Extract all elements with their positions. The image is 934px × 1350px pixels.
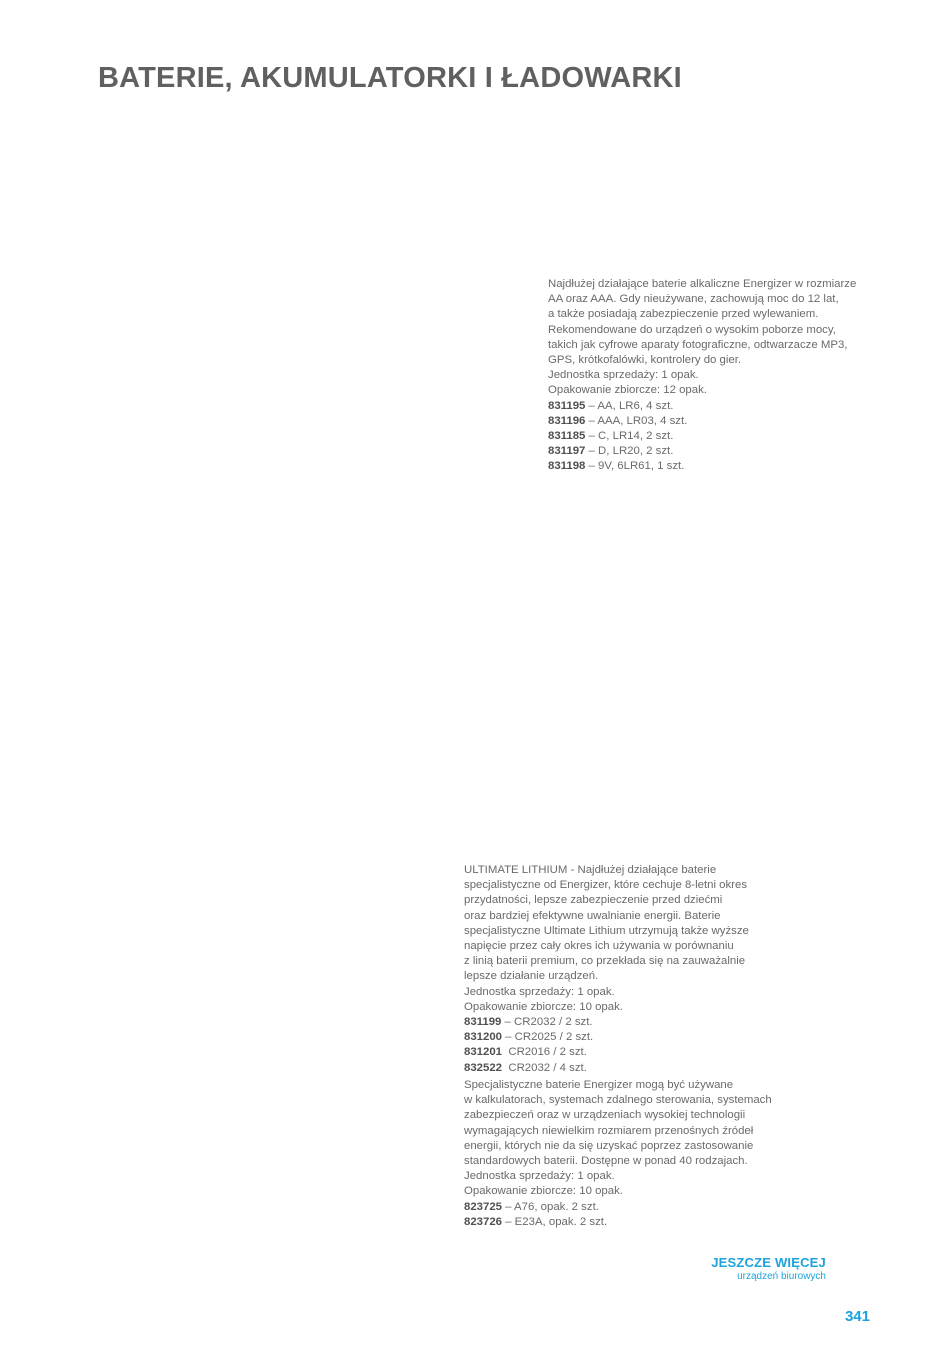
description-line: zabezpieczeń oraz w urządzeniach wysokiej technologii	[464, 1109, 746, 1122]
bulk-pack-line: Opakowanie zbiorcze: 10 opak.	[464, 1000, 623, 1013]
product-desc: – AAA, LR03, 4 szt.	[585, 414, 688, 427]
product-code: 831196	[548, 414, 586, 427]
description-line: Rekomendowane do urządzeń o wysokim poborze mocy,	[548, 323, 836, 336]
product-desc: – 9V, 6LR61, 1 szt.	[585, 460, 685, 473]
product-desc: CR2032 / 4 szt.	[502, 1061, 587, 1074]
product-line	[548, 459, 856, 474]
product-code: 832522	[464, 1061, 503, 1074]
product-description-ultimate-lithium	[464, 863, 749, 1076]
product-description-energizer-alkaline	[548, 277, 856, 475]
product-code: 831200	[464, 1031, 503, 1044]
description-line: lepsze działanie urządzeń.	[464, 970, 599, 983]
product-code: 823725	[464, 1200, 503, 1213]
more-title: JESZCZE WIĘCEJ	[711, 1255, 826, 1270]
product-line	[548, 399, 856, 414]
product-desc: – CR2025 / 2 szt.	[502, 1031, 594, 1044]
description-line: AA oraz AAA. Gdy nieużywane, zachowują moc do 12 lat,	[548, 293, 839, 306]
product-line	[464, 1030, 749, 1045]
product-description-specialty-batteries	[464, 1078, 772, 1230]
description-line: GPS, krótkofalówki, kontrolery do gier.	[548, 354, 742, 367]
sales-unit-line: Jednostka sprzedaży: 1 opak.	[548, 369, 699, 382]
product-desc: – AA, LR6, 4 szt.	[585, 399, 674, 412]
description-line: takich jak cyfrowe aparaty fotograficzne, odtwarzacze MP3,	[548, 338, 848, 351]
product-code: 823726	[464, 1215, 503, 1228]
product-line	[548, 414, 856, 429]
product-code: 831185	[548, 430, 586, 443]
description-line: z linią baterii premium, co przekłada się na zauważalnie	[464, 955, 746, 968]
description-line: Specjalistyczne baterie Energizer mogą być używane	[464, 1079, 734, 1091]
product-desc: – D, LR20, 2 szt.	[585, 445, 674, 458]
product-line	[464, 1200, 772, 1215]
description-line: energii, których nie da się uzyskać poprzez zastosowanie	[464, 1139, 754, 1152]
product-code: 831197	[548, 445, 586, 458]
description-line: ULTIMATE LITHIUM - Najdłużej działające baterie	[464, 864, 717, 876]
product-desc: CR2016 / 2 szt.	[502, 1046, 587, 1059]
description-line: w kalkulatorach, systemach zdalnego sterowania, systemach	[464, 1094, 772, 1107]
product-code: 831201	[464, 1046, 503, 1059]
product-desc: – A76, opak. 2 szt.	[502, 1200, 599, 1213]
description-line: Najdłużej działające baterie alkaliczne Energizer w rozmiarze	[548, 278, 857, 290]
product-line	[464, 1215, 772, 1230]
more-subtitle: urządzeń biurowych	[737, 1271, 826, 1282]
description-line: specjalistyczne Ultimate Lithium utrzymują także wyższe	[464, 924, 749, 937]
page-number: 341	[844, 1308, 870, 1325]
product-desc: – E23A, opak. 2 szt.	[502, 1215, 608, 1228]
product-line	[464, 1045, 749, 1060]
description-line: a także posiadają zabezpieczenie przed wylewaniem.	[548, 308, 819, 321]
sales-unit-line: Jednostka sprzedaży: 1 opak.	[464, 985, 615, 998]
description-line: napięcie przez cały okres ich używania w porównaniu	[464, 940, 734, 953]
product-line	[464, 1015, 749, 1030]
product-desc: – C, LR14, 2 szt.	[585, 430, 674, 443]
product-line	[464, 1061, 749, 1076]
product-code: 831199	[464, 1016, 502, 1029]
product-code: 831195	[548, 399, 586, 412]
description-line: standardowych baterii. Dostępne w ponad 40 rodzajach.	[464, 1155, 748, 1168]
description-line: przydatności, lepsze zabezpieczenie przed dziećmi	[464, 894, 723, 907]
bulk-pack-line: Opakowanie zbiorcze: 12 opak.	[548, 384, 707, 397]
bulk-pack-line: Opakowanie zbiorcze: 10 opak.	[464, 1185, 623, 1198]
more-office-devices-link[interactable]	[711, 1255, 826, 1283]
sales-unit-line: Jednostka sprzedaży: 1 opak.	[464, 1170, 615, 1183]
product-code: 831198	[548, 460, 586, 473]
product-line	[548, 429, 856, 444]
product-line	[548, 444, 856, 459]
description-line: oraz bardziej efektywne uwalnianie energii. Baterie	[464, 909, 721, 922]
description-line: wymagających niewielkim rozmiarem przenośnych źródeł	[464, 1124, 754, 1137]
product-desc: – CR2032 / 2 szt.	[501, 1016, 593, 1029]
page-title: BATERIE, AKUMULATORKI I ŁADOWARKI	[98, 62, 682, 94]
description-line: specjalistyczne od Energizer, które cechuje 8-letni okres	[464, 879, 748, 892]
